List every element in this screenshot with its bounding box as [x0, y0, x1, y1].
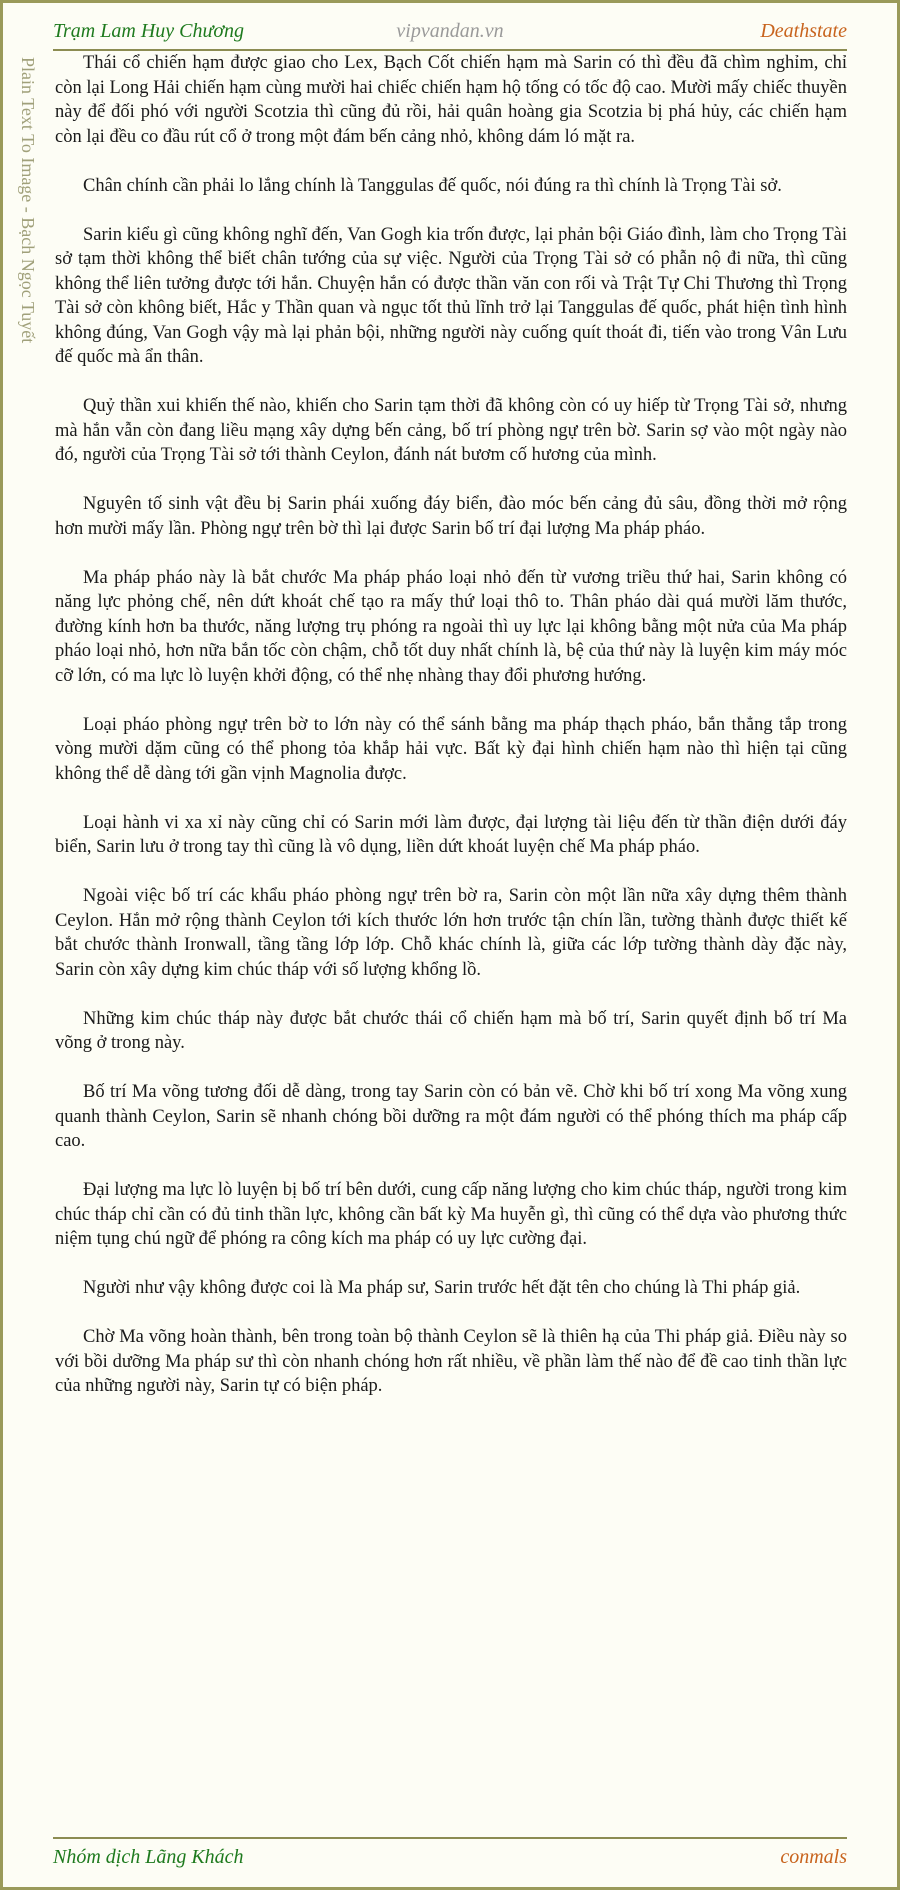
- paragraph: Đại lượng ma lực lò luyện bị bố trí bên dưới, cung cấp năng lượng cho kim chúc tháp, người trong kim chúc tháp chỉ cần có đủ tinh thần lực, không cần bất kỳ Ma huyễn gì, thì cũng có thể dựa vào phương thức niệm tụng chú ngữ để phóng ra công kích ma pháp có uy lực cường đại.: [55, 1180, 847, 1249]
- paragraph: Ngoài việc bố trí các khẩu pháo phòng ngự trên bờ ra, Sarin còn một lần nữa xây dựng thêm thành Ceylon. Hắn mở rộng thành Ceylon tới kích thước lớn hơn trước tận chín lần, tường thành được thiết kế bắt chước thành Ironwall, tầng tầng lớp lớp. Chỗ khác chính là, giữa các lớp tường thành dày đặc này, Sarin còn xây dựng kim chúc tháp với số lượng khổng lồ.: [55, 886, 847, 980]
- header-author-name: Deathstate: [760, 19, 847, 42]
- page-header: [53, 13, 847, 51]
- page-footer: [53, 1837, 847, 1875]
- paragraph: Quỷ thần xui khiến thế nào, khiến cho Sarin tạm thời đã không còn có uy hiếp từ Trọng Tài sở, nhưng mà hắn vẫn còn đang liều mạng xây dựng bến cảng, bố trí phòng ngự trên bờ. Sarin sợ vào một ngày nào đó, người của Trọng Tài sở tới thành Ceylon, đánh nát bươm cố hương của mình.: [55, 396, 847, 465]
- paragraph: Chân chính cần phải lo lắng chính là Tanggulas đế quốc, nói đúng ra thì chính là Trọng Tài sở.: [83, 175, 782, 196]
- side-watermark-label: Plain Text To Image - Bạch Ngọc Tuyết: [18, 57, 38, 344]
- paragraph: Những kim chúc tháp này được bắt chước thái cổ chiến hạm mà bố trí, Sarin quyết định bố trí Ma võng ở trong này.: [55, 1008, 847, 1053]
- chapter-body: [55, 51, 847, 1423]
- header-site-name: vipvandan.vn: [396, 19, 504, 42]
- paragraph: Người như vậy không được coi là Ma pháp sư, Sarin trước hết đặt tên cho chúng là Thi pháp giả.: [83, 1278, 801, 1298]
- paragraph: Sarin kiểu gì cũng không nghĩ đến, Van Gogh kia trốn được, lại phản bội Giáo đình, làm cho Trọng Tài sở tạm thời không thể biết chân tướng của sự việc. Người của Trọng Tài sở có phẫn nộ đi nữa, thì cũng không thể liên tưởng được tới hắn. Chuyện hắn có được thần văn con rối và Trật Tự Chi Thương thì Trọng Tài sở còn không biết, Hắc y Thần quan và ngục tốt thủ lĩnh trở lại Tanggulas đế quốc, phát hiện tình hình không đúng, Van Gogh vậy mà lại phản bội, những người này cuống quít thoát đi, tiến vào trong Vân Lưu đế quốc mà ẩn thân.: [55, 224, 847, 367]
- paragraph: Thái cổ chiến hạm được giao cho Lex, Bạch Cốt chiến hạm mà Sarin có thì đều đã chìm nghỉm, chỉ còn lại Long Hải chiến hạm cùng mười hai chiếc chiến hạm hộ tống có tốc độ cao. Mười mấy chiếc thuyền này để đối phó với người Scotzia thì cũng đủ rồi, hải quân hoàng gia Scotzia bị phá hủy, các chiến hạm còn lại đều co đầu rút cổ ở trong một đám bến cảng nhỏ, không dám ló mặt ra.: [55, 53, 847, 147]
- paragraph: Ma pháp pháo này là bắt chước Ma pháp pháo loại nhỏ đến từ vương triều thứ hai, Sarin không có năng lực phỏng chế, nên dứt khoát chế tạo ra mấy thứ loại thô to. Thân pháo dài quá mười lăm thước, đường kính hơn ba thước, năng lượng trụ phóng ra ngoài thì uy lực lại không bằng một nửa của Ma pháp pháo loại nhỏ, hơn nữa bắn tốc còn chậm, chỗ tốt duy nhất chính là, bệ của thứ này là luyện kim máy móc cỡ lớn, có ma lực lò luyện khởi động, có thể nhẹ nhàng thay đổi phương hướng.: [55, 567, 847, 686]
- paragraph: Nguyên tố sinh vật đều bị Sarin phái xuống đáy biển, đào móc bến cảng đủ sâu, đồng thời mở rộng hơn mười mấy lần. Phòng ngự trên bờ thì lại được Sarin bố trí đại lượng Ma pháp pháo.: [55, 494, 847, 539]
- header-translator-title: Trạm Lam Huy Chương: [53, 19, 245, 42]
- paragraph: Chờ Ma võng hoàn thành, bên trong toàn bộ thành Ceylon sẽ là thiên hạ của Thi pháp giả. Điều này so với bồi dưỡng Ma pháp sư thì còn nhanh chóng hơn rất nhiều, về phần làm thế nào để đề cao tinh thần lực của những người này, Sarin tự có biện pháp.: [55, 1327, 847, 1396]
- footer-group-name: Nhóm dịch Lãng Khách: [53, 1845, 244, 1868]
- paragraph: Bố trí Ma võng tương đối dễ dàng, trong tay Sarin còn có bản vẽ. Chờ khi bố trí xong Ma võng xung quanh thành Ceylon, Sarin sẽ nhanh chóng bồi dưỡng ra một đám người có thể phóng thích ma pháp cấp cao.: [55, 1082, 847, 1151]
- paragraph: Loại pháo phòng ngự trên bờ to lớn này có thể sánh bằng ma pháp thạch pháo, bắn thẳng tắp trong vòng mười dặm cũng có thể phong tỏa khắp hải vực. Bất kỳ đại hình chiến hạm nào thì hiện tại cũng không thể dễ dàng tới gần vịnh Magnolia được.: [55, 714, 847, 784]
- paragraph: Loại hành vi xa xỉ này cũng chỉ có Sarin mới làm được, đại lượng tài liệu đến từ thần điện dưới đáy biển, Sarin lưu ở trong tay thì cũng là vô dụng, liền dứt khoát luyện chế Ma pháp pháo.: [55, 812, 847, 857]
- footer-editor-name: conmals: [780, 1845, 847, 1868]
